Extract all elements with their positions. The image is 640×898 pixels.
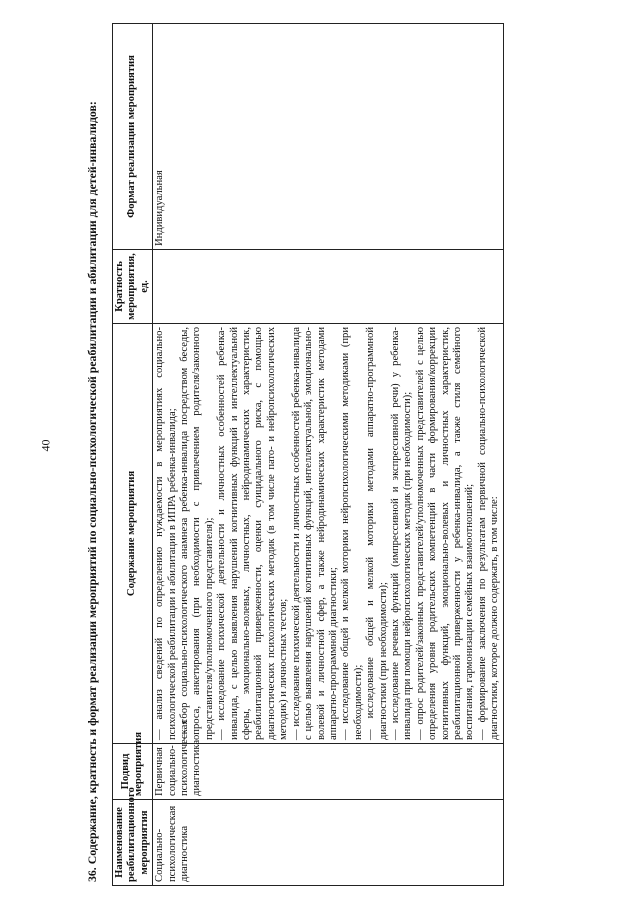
page-number: 40 [38, 439, 53, 452]
content-item: — исследование психической деятельности и личностных особенностей ребенка-инвалида с целью выявления нарушений когнитивных функций, интеллектуальной, эмоционально-волевой и личностной сфер, а также нейродинамических характеристик методами аппаратно-программной диагностики; [290, 327, 339, 740]
header-subtype: Подвид мероприятия [113, 744, 153, 800]
document-title: 36. Содержание, кратность и формат реализации мероприятий по социально-психологической реабилитации и абилитации для детей-инвалидов: [85, 101, 99, 882]
cell-content [153, 324, 503, 744]
content-item: — исследование общей и мелкой моторики методами аппаратно-программной диагностики (при необходимости); [365, 327, 389, 740]
table-header-row [113, 24, 153, 886]
header-frequency: Кратность мероприятия, ед. [113, 250, 153, 324]
cell-name: Социально-психологическая диагностика [153, 800, 503, 886]
cell-format: Индивидуальная [153, 24, 503, 250]
header-content: Содержание мероприятия [113, 324, 153, 744]
table-row [153, 24, 503, 886]
cell-frequency [153, 250, 503, 324]
header-format: Формат реализации мероприятия [113, 24, 153, 250]
content-item: — исследование речевых функций (импрессивной и экспрессивной речи) у ребенка-инвалида при помощи нейропсихологических методик (при необходимости); [389, 327, 414, 740]
content-item: — формирование заключения по результатам первичной социально-психологической диагностики, которое должно содержать, в том числе: [476, 327, 501, 740]
content-item: — анализ сведений по определению нуждаемости в мероприятиях социально-психологической реабилитации и абилитации в ИПРА ребенка-инвалида; [154, 327, 178, 740]
rotated-page-content [86, 16, 594, 886]
header-name: Наименование реабилитационного мероприятия [113, 800, 153, 886]
content-item: — исследование психической деятельности и личностных особенностей ребенка-инвалида, с целью выявления нарушений когнитивных функций и интеллектуальной сферы, эмоционально-волевых, личностных, нейродинамических характеристик, реабилитационной приверженности, оценки суицидального риска, с помощью диагностических психологических методик (в том числе пато- и нейропсихологических методик) и личностных тестов; [216, 327, 290, 740]
content-item: — сбор социально-психологического анамнеза ребенка-инвалида посредством беседы, опроса, анкетирования (при необходимости с привлечением родителя/законного представителя/уполномоченного представителя); [179, 327, 215, 740]
measures-table [112, 23, 504, 886]
content-item: — исследование общей и мелкой моторики нейропсихологическими методиками (при необходимости); [340, 327, 364, 740]
content-item: — опрос родителей/законных представителей/уполномоченных представителей с целью определения уровня родительских компетенций в части формирования/коррекции когнитивных функций, эмоционально-волевых и личностных характеристик, реабилитационной приверженности у ребенка-инвалида, а также стиля семейного воспитания, гармонизации семейных взаимоотношений; [414, 327, 476, 740]
cell-subtype: Первичная социально-психологическая диагностика [153, 744, 503, 800]
